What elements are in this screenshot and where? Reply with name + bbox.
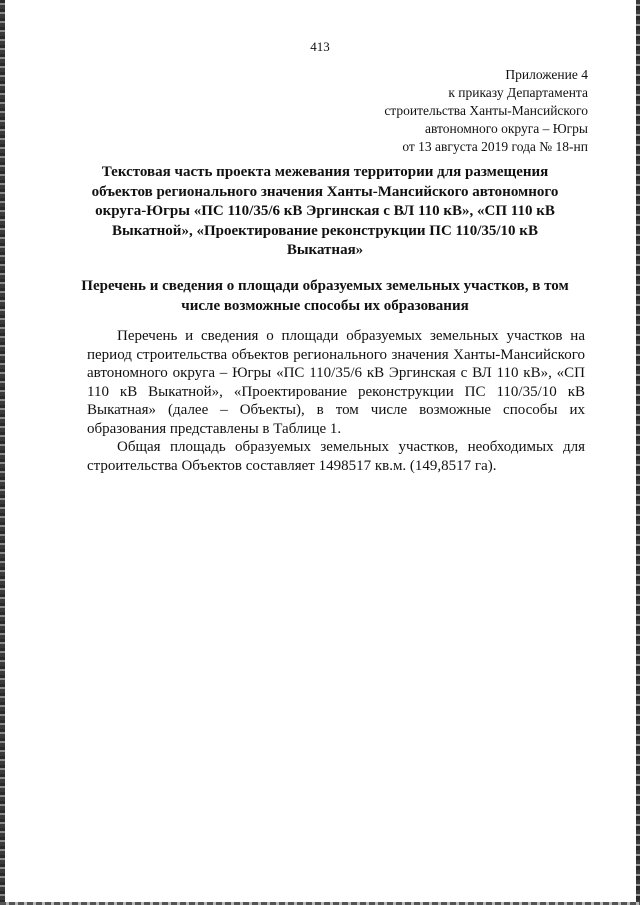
scan-edge-right — [636, 0, 640, 905]
appendix-line: к приказу Департамента — [448, 85, 588, 100]
appendix-line: автономного округа – Югры — [425, 121, 588, 136]
document-title: Текстовая часть проекта межевания территории для размещения объектов регионального значения Ханты-Мансийского автономного округа-Югры «ПС 110/35/6 кВ Эргинская с ВЛ 110 кВ», «СП 110 кВ Выкатной», «Проектирование реконструкции ПС 110/35/10 кВ Выкатная» — [91, 164, 559, 258]
page-number: 413 — [310, 39, 330, 54]
appendix-line: строительства Ханты-Мансийского — [384, 103, 588, 118]
scan-edge-left — [0, 0, 5, 905]
appendix-line: от 13 августа 2019 года № 18-нп — [402, 139, 588, 154]
section-heading: Перечень и сведения о площади образуемых земельных участков, в том числе возможные способы их образования — [81, 278, 569, 314]
appendix-line: Приложение 4 — [505, 67, 588, 82]
paragraph: Общая площадь образуемых земельных участков, необходимых для строительства Объектов составляет 1498517 кв.м. (149,8517 га). — [87, 439, 585, 474]
appendix-block — [384, 66, 588, 156]
paragraph: Перечень и сведения о площади образуемых земельных участков на период строительства объектов регионального значения Ханты-Мансийского автономного округа – Югры «ПС 110/35/6 кВ Эргинская с ВЛ 110 кВ», «СП 110 кВ Выкатной», «Проектирование реконструкции ПС 110/35/10 кВ Выкатная» (далее – Объекты), в том числе возможные способы их образования представлены в Таблице 1. — [87, 328, 585, 437]
body-text — [87, 327, 585, 475]
